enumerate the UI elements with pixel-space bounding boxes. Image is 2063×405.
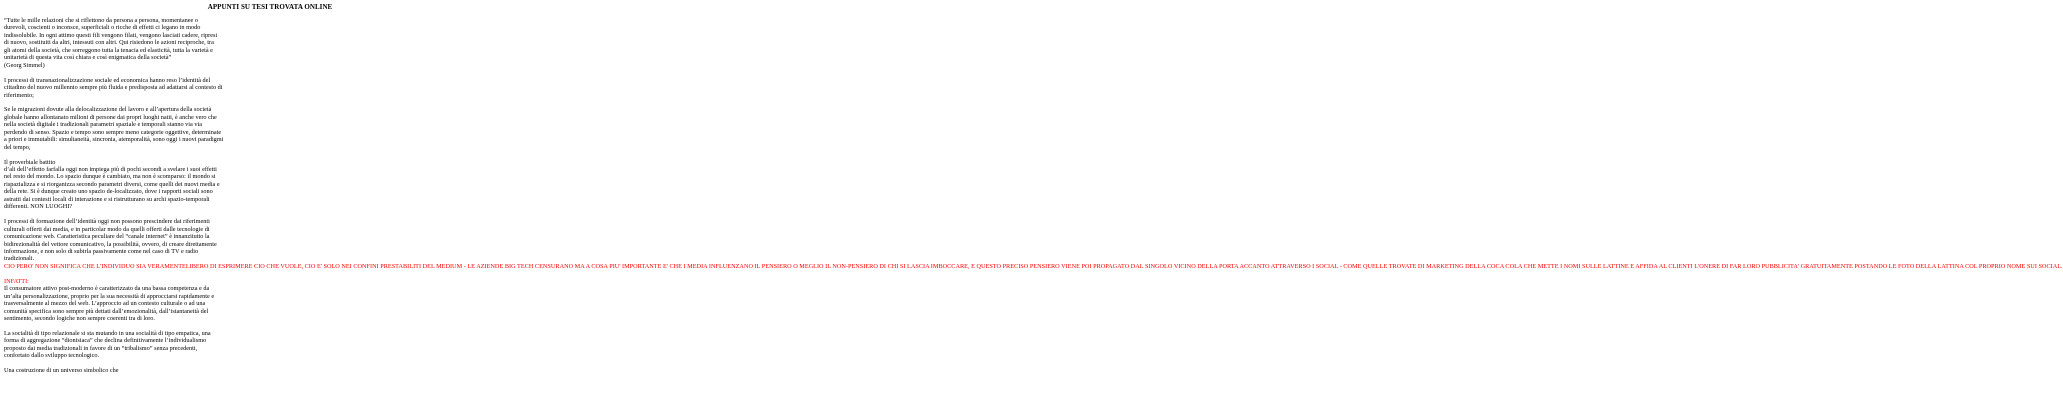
text-line: Se le migrazioni dovute alla delocalizzazione del lavoro e all’apertura della società bbox=[4, 106, 212, 114]
paragraph-transnazionalizzazione bbox=[4, 77, 536, 99]
quote-author: (Georg Simmel) bbox=[4, 61, 45, 69]
paragraph-effetto-farfalla bbox=[4, 159, 536, 211]
text-line: perdendo di senso. Spazio e tempo sono sempre meno categorie oggettive, determinate bbox=[4, 128, 222, 136]
text-line: Una costruzione di un universo simbolico che bbox=[4, 367, 119, 375]
text-line: a priori e immutabili: simultaneità, sincronia, atemporalità, sono oggi i nuovi paradigmi bbox=[4, 136, 224, 144]
paragraph-migrazioni bbox=[4, 106, 536, 151]
quote-line: unitarietà di questa vita così chiara e così enigmatica della società” bbox=[4, 54, 172, 62]
text-line: d’ali dell’effetto farfalla oggi non impiega più di pochi secondi a svelare i suoi effetti bbox=[4, 166, 217, 174]
infatti-label bbox=[4, 278, 536, 285]
text-line: riferimento; bbox=[4, 91, 34, 99]
quote-line: di nuovo, sostituiti da altri, intessuti con altri. Qui risiedono le azioni reciproche, tra bbox=[4, 39, 214, 47]
paragraph-socialita bbox=[4, 330, 536, 360]
text-line: I processi di transnazionalizzazione sociale ed economica hanno reso l’identità del bbox=[4, 76, 211, 84]
text-line: comunicazione web. Caratteristica peculiare del “canale internet” è innanzitutto la bbox=[4, 233, 210, 241]
paragraph-identita-media bbox=[4, 218, 536, 255]
text-line: cittadino del nuovo millennio sempre più fluida e predisposta ad adattarsi al contesto di bbox=[4, 84, 223, 92]
quote-paragraph bbox=[4, 17, 536, 69]
text-line: differenti. NON LUOGHI? bbox=[4, 203, 73, 211]
quote-line: indissolubile. In ogni attimo questi fili vengono filati, vengono lasciati cadere, ripresi bbox=[4, 31, 218, 39]
text-line: rispazializza e si riorganizza secondo parametri diversi, come quelli dei nuovi media e bbox=[4, 180, 220, 188]
paragraph-consumatore bbox=[4, 285, 536, 322]
text-line: tradizionali. bbox=[4, 255, 35, 263]
infatti-text: INFATTI: bbox=[4, 277, 29, 285]
paragraph-comment bbox=[4, 255, 2063, 270]
text-line: culturali offerti dai media, e in particolar modo da quelli offerti dalle tecnologie di bbox=[4, 225, 210, 233]
text-line: informazione, e non solo di subirla passivamente come nel caso di TV e radio bbox=[4, 247, 199, 255]
text-line: trasversalmente al mezzo del web. L’approccio ad un contesto culturale o ad una bbox=[4, 300, 206, 308]
text-line: Il consumatore attivo post-moderno è caratterizzato da una bassa competenza e da bbox=[4, 285, 210, 293]
text-line: sentimento, secondo logiche non sempre coerenti tra di loro. bbox=[4, 315, 155, 323]
red-annotation: CIO PERO' NON SIGNIFICA CHE L'INDIVIDUO SIA VERAMENTELIBERO DI ESPRIMERE CIO CHE VUOLE, CIO E' SOLO NEI CONFINI PRESTABILITI DEL MEDIUM - LE AZIENDE BIG TECH CENSURANO MA A COSA PIU' IMPORTANTE E' CHE I MEDIA INFLUENZANO IL PENSIERO O MEGLIO IL NON-PENSIERO DI CHI SI LASCIA IMBOCCARE, E QUESTO PRECISO PENSIERO VIENE POI PROPAGATO DAL SINGOLO VICINO DELLA PORTA ACCANTO ATTRAVERSO I SOCIAL - COME QUELLE TROVATE DI MARKETING DELLA COCA COLA CHE METTE I NOMI SULLE LATTINE E AFFIDA AL CLIENTI L'ONERE DI FAR LORO PUBBLICITA' GRATUITAMENTE POSTANDO LE FOTO DELLA LATTINA COL PROPRIO NOME SUI SOCIAL. bbox=[4, 262, 2063, 270]
text-line: Il proverbiale battito bbox=[4, 158, 56, 166]
text-line: astratti dai contesti locali di interazione e si ristrutturano su archi spazio-temporali bbox=[4, 195, 210, 203]
text-line: comunità specifica sono sempre più dettati dall’emozionalità, dall’istantaneità del bbox=[4, 307, 209, 315]
quote-line: “Tutte le mille relazioni che si riflettono da persona a persona, momentanee o bbox=[4, 17, 198, 24]
text-line: I processi di formazione dell’identità oggi non possono prescindere dai riferimenti bbox=[4, 218, 210, 226]
paragraph-universo-simbolico bbox=[4, 367, 536, 374]
text-line: della rete. Si è dunque creato uno spazio de-localizzato, dove i rapporti sociali sono bbox=[4, 188, 213, 196]
quote-line: durevoli, coscienti o inconsce, superficiali o ricche di effetti ci legano in modo bbox=[4, 24, 201, 32]
text-line: proposto dai media tradizionali in favore di un “tribalismo” senza precedenti, bbox=[4, 344, 198, 352]
text-line: La socialità di tipo relazionale si sta mutando in una socialità di tipo empatica, una bbox=[4, 329, 211, 337]
text-line: un’alta personalizzazione, proprio per la sua necessità di approcciarsi rapidamente e bbox=[4, 292, 215, 300]
text-line: bidirezionalità del vettore comunicativo, la possibilità, ovvero, di creare direttamente bbox=[4, 240, 217, 248]
document-page bbox=[4, 3, 2063, 375]
text-line: nella società digitale i tradizionali parametri spaziale e temporali stanno via via bbox=[4, 121, 203, 129]
text-line: globale hanno allontanato milioni di persone dai propri luoghi natii, è anche vero che bbox=[4, 113, 217, 121]
page-title: APPUNTI SU TESI TROVATA ONLINE bbox=[207, 3, 333, 11]
quote-line: gli atomi della società, che sorreggono tutta la tenacia ed elasticità, tutta la varietà e bbox=[4, 46, 213, 54]
text-line: nel resto del mondo. Lo spazio dunque è cambiato, ma non è scomparso: il mondo si bbox=[4, 173, 216, 181]
text-line: confortato dallo sviluppo tecnologico. bbox=[4, 352, 100, 360]
text-line: forma di aggregazione “dionisiaca” che declina definitivamente l’individualismo bbox=[4, 337, 207, 345]
text-line: del tempo, bbox=[4, 143, 31, 151]
